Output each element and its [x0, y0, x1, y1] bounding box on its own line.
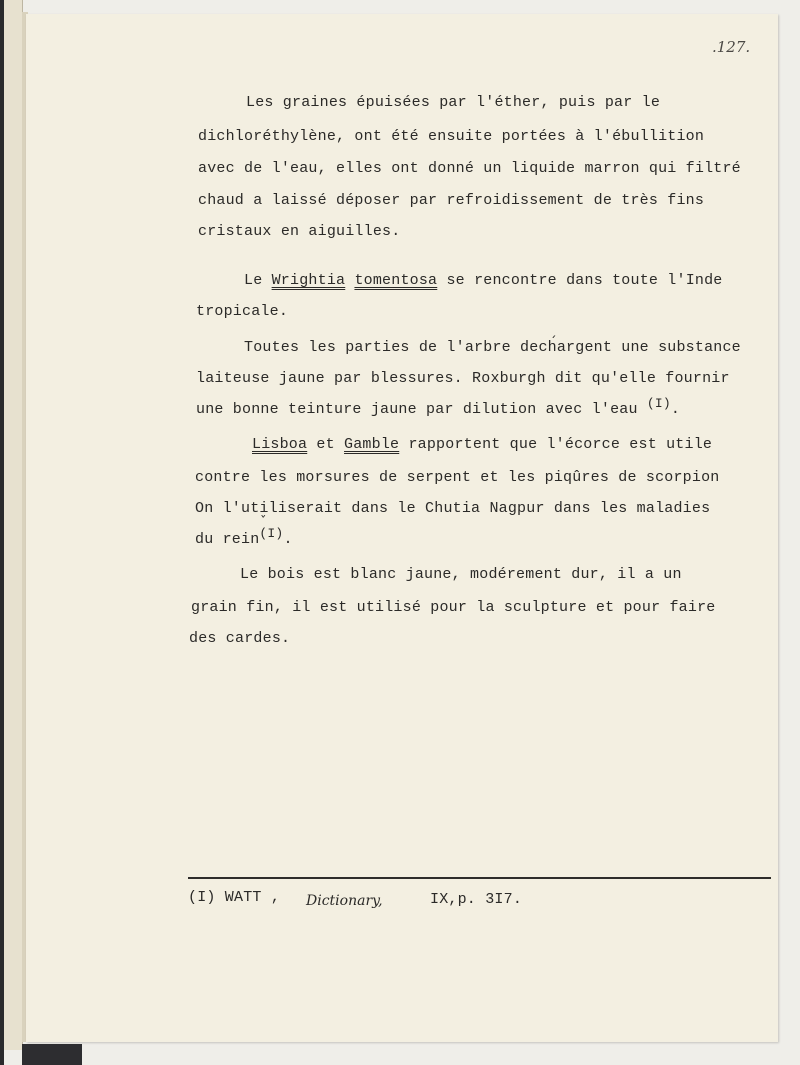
species-name: tomentosa — [354, 272, 438, 289]
text-line: On l'utiliserait dans le Chutia Nagpur dans les maladies — [195, 500, 711, 517]
text-line: tropicale. — [196, 303, 289, 320]
text-fragment: , — [261, 889, 281, 906]
binding-bottom — [22, 1044, 82, 1065]
handwritten-accent: ˏ — [550, 324, 557, 339]
text-line — [252, 436, 712, 454]
text-fragment: . — [283, 531, 293, 548]
text-line: Les graines épuisées par l'éther, puis par le — [246, 94, 661, 111]
author-name: Gamble — [344, 436, 400, 453]
text-fragment: Le — [244, 272, 272, 289]
text-line — [196, 396, 681, 419]
text-line: laiteuse jaune par blessures. Roxburgh dit qu'elle fournir — [196, 370, 730, 387]
previous-page-edge — [4, 0, 23, 1050]
text-line: grain fin, il est utilisé pour la sculpture et pour faire — [191, 599, 716, 616]
folio-number: .127. — [712, 38, 751, 56]
text-fragment: et — [307, 436, 345, 453]
text-fragment: du rein — [195, 531, 260, 548]
footnote-author: (I) WATT — [188, 889, 262, 906]
text-fragment: une bonne teinture jaune par dilution avec l'eau — [196, 401, 647, 418]
footnote-reference: (I) — [259, 526, 284, 541]
text-fragment: rapportent que l'écorce est utile — [399, 436, 713, 453]
text-line: avec de l'eau, elles ont donné un liquide marron qui filtré — [198, 160, 741, 177]
text-line — [244, 272, 723, 290]
text-line — [195, 526, 293, 549]
text-fragment: . — [670, 401, 681, 418]
text-line: dichloréthylène, ont été ensuite portées à l'ébullition — [198, 128, 705, 145]
footnote-work-handwritten: Dictionary, — [306, 893, 383, 909]
genus-name: Wrightia — [271, 272, 346, 289]
text-line: chaud a laissé déposer par refroidissement de très fins — [198, 192, 705, 209]
text-line: Le bois est blanc jaune, modérement dur, il a un — [240, 566, 682, 583]
footnote-separator — [188, 877, 771, 879]
text-line: Toutes les parties de l'arbre dechargent une substance — [244, 339, 741, 356]
handwritten-accent: ˇ — [260, 515, 267, 530]
text-fragment: se rencontre dans toute l'Inde — [437, 272, 723, 289]
text-line: des cardes. — [189, 630, 291, 647]
footnote-marker — [188, 889, 280, 907]
footnote-reference: (I) — [646, 396, 671, 411]
text-line: contre les morsures de serpent et les piqûres de scorpion — [195, 469, 720, 486]
footnote-reference-pages: IX,p. 3I7. — [430, 891, 523, 908]
text-line: cristaux en aiguilles. — [198, 223, 401, 240]
author-name: Lisboa — [252, 436, 308, 453]
